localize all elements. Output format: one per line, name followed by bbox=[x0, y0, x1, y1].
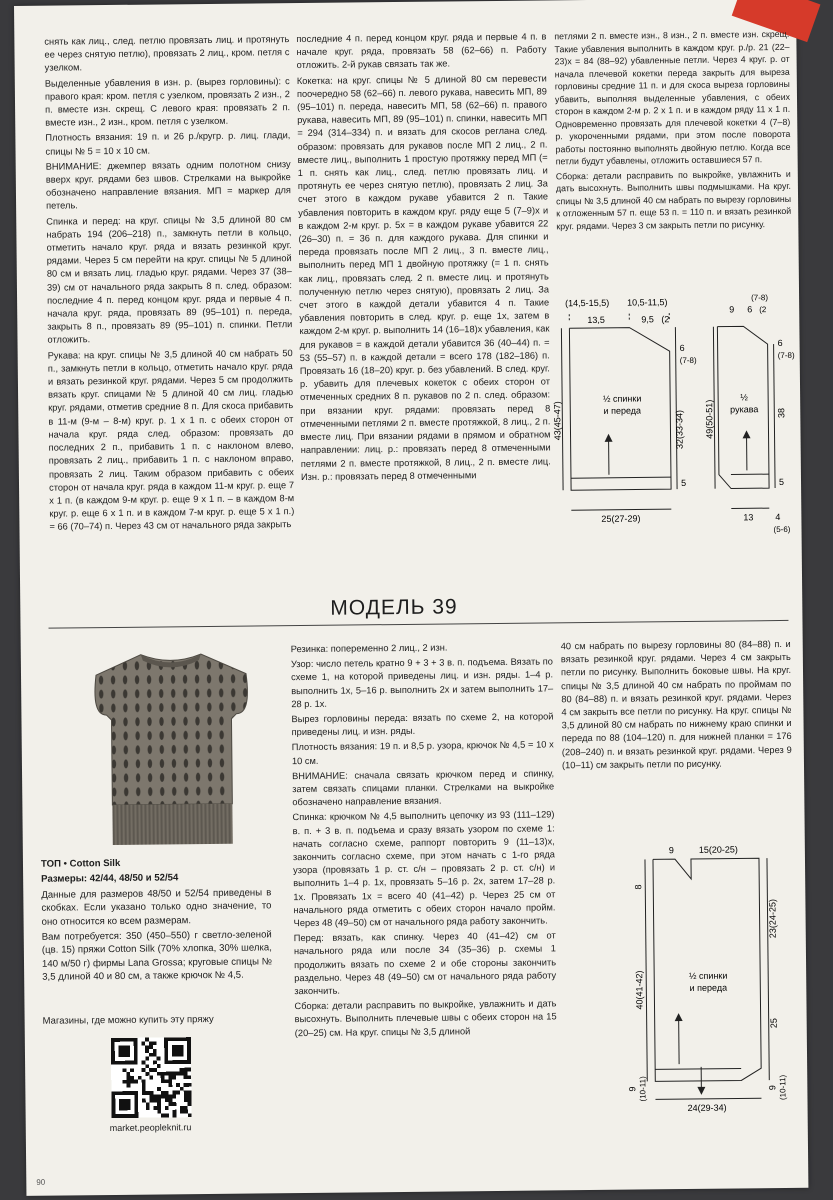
paragraph: Рукава: на круг. спицы № 3,5 длиной 40 см набрать 50 п., замкнуть петли в кольцо, отметить начало круг. ряда и вязать резинкой круг. рядами. Через 5 см продолжить вязать круг. спицами № 5 длиной 40 см лиц. гладью круг. рядами, отметив средние 8 п. Для скоса прибавить в 11-м (9-м – 8-м) круг. р. 1 х 1 п. с обеих сторон от начала круг. ряда след. образом: провязать до последних 2 п., прибавить 1 п. с наклоном влево, провязать 2 лиц., прибавить 1 п. с наклоном вправо, провязать 2 лиц. Таким образом прибавить с обеих сторон от начала круг. ряда в каждом 11-м круг. р. еще 7 х 1 п. (в каждом 9-м круг. р. еще 9 х 1 п. – в каждом 8-м круг. р. еще 6 х 1 п. и в каждом 7-м круг. р. еще 5 х 1 п.) = 66 (70–74) п. Через 43 см от начального ряда закрыть bbox=[47, 347, 295, 532]
paragraph: ВНИМАНИЕ: сначала связать крючком перед и спинку, затем связать спицами планки. Стрелками на выкройке обозначено направление вязания. bbox=[292, 768, 555, 808]
qr-url[interactable]: market.peopleknit.ru bbox=[109, 1122, 192, 1134]
paragraph: последние 4 п. перед концом круг. ряда и первые 4 п. в начале круг. ряда, провязать 58 (62–66) п. Работу отложить. 2-й рукав связать так же. bbox=[296, 31, 547, 71]
pattern-diagram-sleeve bbox=[704, 288, 800, 549]
diagram-label: ½ спинки bbox=[688, 970, 728, 981]
diagram-label: 9 bbox=[627, 1086, 638, 1092]
diagram-label: 5 bbox=[778, 476, 785, 488]
shops-label: Магазины, где можно купить эту пряжу bbox=[42, 1013, 214, 1027]
product-sizes: Размеры: 42/44, 48/50 и 52/54 bbox=[41, 872, 179, 886]
paragraph: Плотность вязания: 19 п. и 26 р./кругр. р. лиц. глади, спицы № 5 = 10 х 10 см. bbox=[45, 130, 291, 157]
diagram-label: (5-6) bbox=[773, 524, 791, 535]
diagram-label: 13,5 bbox=[587, 314, 605, 326]
product-info bbox=[41, 855, 272, 986]
diagram-label: (10-11) bbox=[638, 1076, 648, 1102]
diagram-label: и переда bbox=[603, 405, 642, 416]
paragraph: Вырез горловины переда: вязать по схеме 2, на которой приведены лиц. и изн. ряды. bbox=[291, 711, 554, 738]
diagram-label: (2 bbox=[759, 305, 767, 315]
product-note: Данные для размеров 48/50 и 52/54 приведены в скобках. Если указано только одно значение, то оно относится ко всем размерам. bbox=[41, 887, 272, 928]
text-column-5 bbox=[561, 638, 792, 774]
diagram-label: рукава bbox=[730, 404, 759, 415]
diagram-label: и переда bbox=[689, 982, 728, 993]
diagram-label: (7-8) bbox=[751, 293, 769, 303]
paragraph: Спинка и перед: на круг. спицы № 3,5 длиной 80 см набрать 194 (206–218) п., замкнуть петли в кольцо, отметить начало круг. ряда и вязать резинкой круг. рядами. Через 5 см перейти на круг. спицы № 5 длиной 80 см и вязать лиц. гладью круг. рядами. Через 37 (38–39) см от начального ряда закрыть 8 п. след. образом: последние 4 п. перед концом круг. ряда и первые 4 п. начала круг. ряда, провязать 89 (95–101) п. переда, закрыть 8 п., провязать 89 (95–101) п. спинки. Петли отложить. bbox=[46, 213, 293, 346]
diagram-label: 49(50-51) bbox=[704, 399, 715, 439]
paragraph: Спинка: крючком № 4,5 выполнить цепочку из 93 (111–129) в. п. + 3 в. п. подъема и сразу вязать узором по схеме 1: начать согласно схеме, раппорт повторить 9 (11–13)х, закончить согласно схеме, при этом начать с 1-го ряда узора (провязать 1 р. ст. с/н – провязать 2 р. ст. с/н) и выполнить 1–4 р. 1х, провязать 5–16 р. 2х, затем 17–28 р. 1х. Провязать 1х = всего 40 (41–42) р. Через 25 см от начального ряда отметить с обеих сторон начало пройм. Через 48 (49–50) см от начального ряда работу закончить. bbox=[292, 809, 556, 929]
paragraph: 40 см набрать по вырезу горловины 80 (84–88) п. и вязать резинкой круг. рядами. Через 4 см закрыть петли по рисунку. Выполнить боковые швы. На круг. спицы № 3,5 длиной 40 см набрать по проймам по 80 (84–88) п. и вязать резинкой круг. рядами. Через 4 см закрыть все петли по рисунку. На круг. спицы № 3,5 длиной 80 см набрать по нижнему краю спинки и переда по 88 (104–120) п. для нижней планки = 176 (208–240) п. и вязать резинкой круг. рядами. Через 9 (10–11) см закрыть петли по рисунку. bbox=[560, 638, 792, 771]
diagram-label: (7-8) bbox=[777, 350, 795, 361]
paragraph: петлями 2 п. вместе изн., 8 изн., 2 п. вместе изн. скрещ. Такие убавления выполнить в каждом круг. р./р. 21 (22–23)х = 84 (88–92) убавленные петли. Через 4 круг. р. от начала плечевой кокетки переда закрыть для выреза горловины средние 11 п. и для скоса выреза горловины убавить, выполняя выделенные убавления, с обеих сторон в каждом 2-м р. 2 х 1 п. и в каждом ряду 11 х 1 п. Одновременно провязать для плечевой кокетки 4 (7–8) р. укороченными рядами, при этом после поворота работы постоянно выполнять двойную петлю. Когда все петли будут убавлены, отложить оставшиеся 57 п. bbox=[554, 28, 791, 167]
text-column-1 bbox=[44, 33, 294, 536]
diagram-label: (10-11) bbox=[778, 1074, 788, 1101]
text-column-2 bbox=[296, 30, 551, 485]
diagram-label: (7-8) bbox=[679, 355, 697, 366]
product-materials: Вам потребуется: 350 (450–550) г светло-зеленой (цв. 15) пряжи Cotton Silk (70% хлопка, 30% шелка, 140 м/50 г) фирмы Lana Grossa; круговые спицы № 3,5 длиной 40 и 80 см, а также крючок № 4,5. bbox=[41, 929, 273, 984]
diagram-label: 4 bbox=[775, 512, 781, 523]
model-title: МОДЕЛЬ 39 bbox=[330, 595, 458, 620]
diagram-label: 6 bbox=[777, 337, 783, 349]
diagram-label: 32(33-34) bbox=[674, 409, 685, 450]
paragraph: Кокетка: на круг. спицы № 5 длиной 80 см перевести поочередно 58 (62–66) п. левого рукава, навесить МП, 89 (95–101) п. переда, навесить МП, 58 (62–66) п. правого рукава, навесить МП, 89 (95–101) п. спинки, навесить МП = 294 (314–334) п. и вязать для скосов реглана след. образом: провязать для рукавов после МП 2 лиц., 2 п. вместе лиц., выполнить 1 простую протяжку перед МП (= 1 п. снять как лиц., след. петлю провязать лиц. и протянуть ее через снятую петлю), провязать 2 лиц. За счет этого в каждом рукаве убавится 2 п. Такие убавления повторить в каждом круг. ряду еще 5 (7–9)х и в каждом 2-м круг. р. 5х = в каждом рукаве убавится 22 (26–30) п. = 36 п. для каждого рукава. Для спинки и переда провязать после МП 2 лиц., 3 п. вместе лиц., выполнить перед МП 1 двойную протяжку (= 1 п. снять как лиц., провязать след. 2 п. вместе лиц. и протянуть полученную петлю через снятую), провязать 2 лиц. За счет этого в каждой детали убавится 4 п. Такие убавления повторить в след. круг. р. еще 1х, затем в каждом 2-м круг. р. выполнить 14 (16–18)х убавления, как для рукавов = в каждой детали убавится 36 (40–44) п. = 53 (55–57) п. в каждой детали = всего 178 (182–186) п. Провязать 16 (18–20) круг. р. без убавлений. В след. круг. р. убавить для плечевых кокеток с обеих сторон от отмеченных средних 8 п. рукавов по 2 п. след. образом: при вязании круг. рядами: провязать перед 8 отмеченными петлями 2 п. вместе протяжкой, 8 лиц., 2 п. вместе лиц. При вязании рядами в прямом и обратном направлении: лиц. р.: провязать перед 8 отмеченными петлями 2 п. вместе протяжкой, 8 лиц., 2 п. вместе лиц. Изн. р.: провязать перед 8 отмеченными bbox=[296, 73, 551, 482]
diagram-label: 9 bbox=[668, 845, 674, 856]
paragraph: Выделенные убавления в изн. р. (вырез горловины): с правого края: кром. петля с узелком, провязать 2 изн., 2 п. вместе изн. скрещ. С левого края: провязать 2 п. вместе изн., 2 изн., кром. петля с узелком. bbox=[44, 75, 291, 128]
diagram-label: ½ bbox=[740, 392, 748, 403]
paragraph: ВНИМАНИЕ: джемпер вязать одним полотном снизу вверх круг. рядами без швов. Стрелками на выкройке обозначено направление вязания. МП = маркер для петель. bbox=[45, 158, 291, 212]
diagram-label: (14,5-15,5) bbox=[565, 297, 610, 309]
diagram-label: (2 bbox=[661, 314, 670, 325]
diagram-label: 15(20-25) bbox=[698, 844, 738, 855]
product-name: ТОП • Cotton Silk bbox=[40, 857, 121, 870]
diagram-label: 23(24-25) bbox=[767, 899, 778, 939]
diagram-label: 25 bbox=[768, 1018, 779, 1029]
page-number: 90 bbox=[36, 1177, 46, 1187]
paragraph: Узор: число петель кратно 9 + 3 + 3 в. п. подъема. Вязать по схеме 1, на которой приведены лиц. и изн. ряды. 1–4 р. выполнить 1х, 5–16 р. выполнить 2х и затем выполнить 17–28 р. 1х. bbox=[290, 656, 554, 709]
diagram-label: 9,5 bbox=[641, 314, 654, 325]
paragraph: Плотность вязания: 19 п. и 8,5 р. узора, крючок № 4,5 = 10 х 10 см. bbox=[291, 739, 554, 766]
diagram-label: 10,5-11,5) bbox=[627, 297, 668, 308]
section-divider bbox=[49, 620, 789, 629]
diagram-label: 38 bbox=[776, 407, 787, 419]
text-column-3 bbox=[554, 28, 791, 234]
diagram-label: 13 bbox=[743, 512, 754, 523]
diagram-label: 24(29-34) bbox=[687, 1102, 727, 1114]
paragraph: Перед: вязать, как спинку. Через 40 (41–42) см от начального ряда или после 34 (35–36) р. схемы 1 продолжить вязать по схеме 2 и обе стороны закончить раздельно. Через 48 (49–50) см от начального ряда работу закончить. bbox=[293, 930, 557, 997]
diagram-label: 6 bbox=[679, 342, 685, 354]
pattern-diagram-body bbox=[552, 289, 697, 550]
diagram-label: ½ спинки bbox=[602, 393, 642, 404]
paragraph: Резинка: попеременно 2 лиц., 2 изн. bbox=[290, 642, 448, 655]
garment-photo bbox=[71, 643, 273, 850]
paragraph: Сборка: детали расправить по выкройке, увлажнить и дать высохнуть. Выполнить плечевые швы с обеих сторон на 15 (20–25) см. На круг. спицы № 3,5 длиной bbox=[294, 998, 557, 1038]
diagram-label: 9 bbox=[729, 304, 735, 315]
diagram-label: 5 bbox=[680, 477, 687, 489]
paragraph: снять как лиц., след. петлю провязать лиц. и протянуть ее через снятую петлю), провязать 2 лиц., кром. петля с узелком. bbox=[44, 34, 290, 74]
pattern-diagram-top bbox=[619, 838, 792, 1140]
paragraph: Сборка: детали расправить по выкройке, увлажнить и дать высохнуть. Выполнить швы подмышками. На круг. спицы № 3,5 длиной 40 см набрать по вырезу горловины к отложенным 57 п. еще 53 п. = 110 п. и вязать резинкой круг. рядами. Через 3 см закрыть петли по рисунку. bbox=[555, 168, 792, 231]
magazine-page bbox=[14, 0, 808, 1196]
diagram-label: 40(41-42) bbox=[634, 970, 645, 1010]
qr-code[interactable] bbox=[111, 1034, 192, 1121]
text-column-4 bbox=[291, 640, 557, 1042]
diagram-label: 25(27-29) bbox=[601, 513, 641, 524]
diagram-label: 43(45-47) bbox=[552, 401, 563, 441]
diagram-label: 9 bbox=[767, 1085, 778, 1091]
diagram-label: 6 bbox=[747, 304, 753, 315]
diagram-label: 8 bbox=[633, 884, 644, 890]
